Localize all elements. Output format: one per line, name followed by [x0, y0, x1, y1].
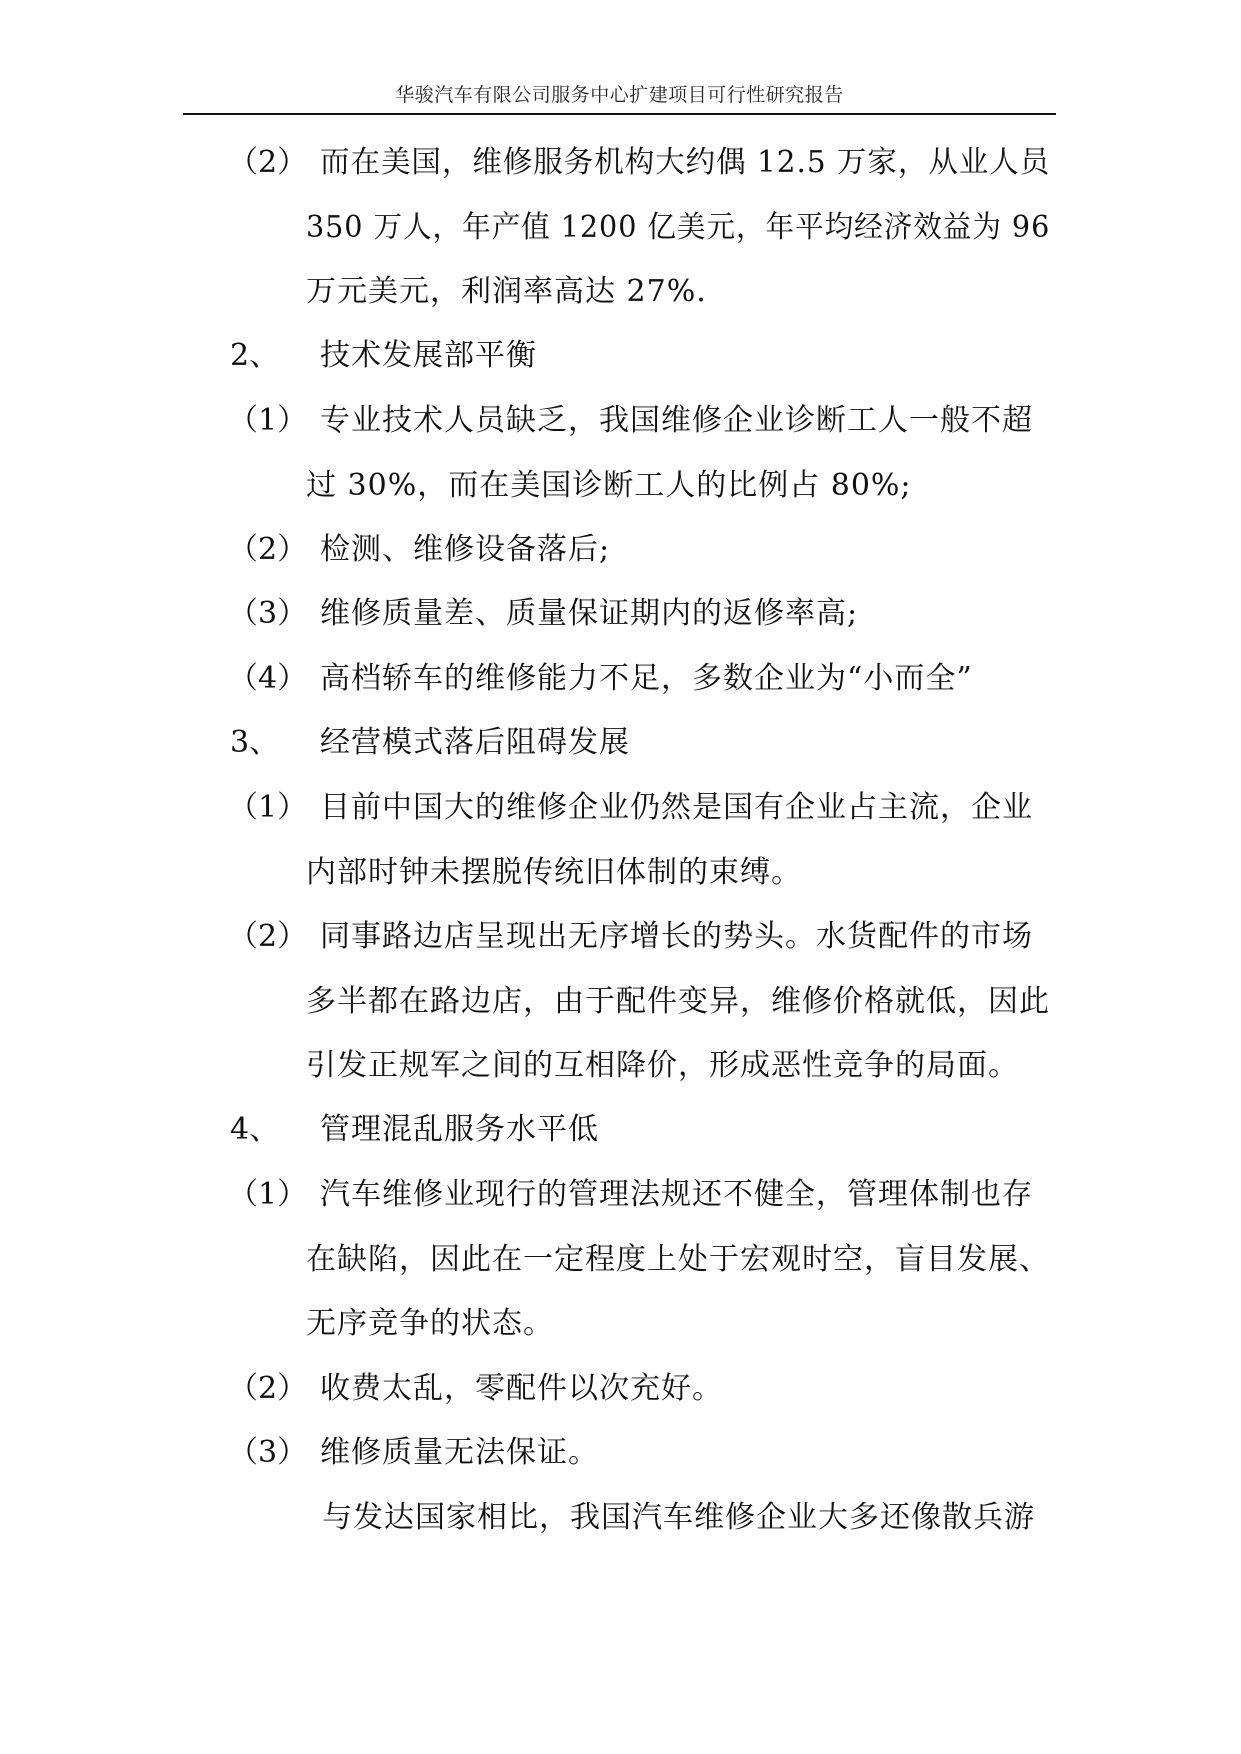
body-line: 专业技术人员缺乏，我国维修企业诊断工人一般不超 — [320, 403, 1033, 438]
body-line: 维修质量无法保证。 — [320, 1435, 599, 1470]
item-label: （3） — [228, 596, 308, 631]
page-header-title: 华骏汽车有限公司服务中心扩建项目可行性研究报告 — [395, 84, 844, 106]
section-heading: 经营模式落后阻碍发展 — [320, 725, 630, 760]
body-line: 350 万人，年产值 1200 亿美元，年平均经济效益为 96 — [306, 210, 1051, 245]
body-line: 高档轿车的维修能力不足，多数企业为“小而全” — [320, 661, 973, 696]
item-label: （2） — [228, 532, 308, 567]
header-divider — [183, 113, 1056, 115]
item-label: （2） — [228, 1371, 308, 1406]
body-line: 在缺陷，因此在一定程度上处于宏观时空，盲目发展、 — [306, 1242, 1050, 1277]
body-line: 同事路边店呈现出无序增长的势头。水货配件的市场 — [320, 919, 1033, 954]
body-line: 汽车维修业现行的管理法规还不健全，管理体制也存 — [320, 1177, 1033, 1212]
body-line: 万元美元，利润率高达 27%. — [306, 274, 707, 309]
item-label: （4） — [228, 661, 308, 696]
item-label: （2） — [228, 919, 308, 954]
body-line: 目前中国大的维修企业仍然是国有企业占主流，企业 — [320, 790, 1033, 825]
section-heading: 管理混乱服务水平低 — [320, 1112, 599, 1147]
body-line: 多半都在路边店，由于配件变异，维修价格就低，因此 — [306, 984, 1050, 1019]
body-line: 收费太乱，零配件以次充好。 — [320, 1371, 723, 1406]
item-label: （2） — [228, 145, 308, 180]
section-number: 4、 — [230, 1112, 280, 1147]
item-label: （1） — [228, 1177, 308, 1212]
item-label: （3） — [228, 1435, 308, 1470]
body-line: 检测、维修设备落后; — [320, 532, 611, 567]
item-label: （1） — [228, 403, 308, 438]
paragraph-line: 与发达国家相比，我国汽车维修企业大多还像散兵游 — [322, 1500, 1035, 1535]
body-line: 过 30%，而在美国诊断工人的比例占 80%; — [306, 468, 912, 503]
body-line: 而在美国，维修服务机构大约偶 12.5 万家，从业人员 — [320, 145, 1051, 180]
section-heading: 技术发展部平衡 — [320, 338, 537, 373]
item-label: （1） — [228, 790, 308, 825]
body-line: 无序竞争的状态。 — [306, 1306, 554, 1341]
body-line: 维修质量差、质量保证期内的返修率高; — [320, 596, 859, 631]
body-line: 内部时钟未摆脱传统旧体制的束缚。 — [306, 855, 802, 890]
section-number: 3、 — [230, 725, 280, 760]
section-number: 2、 — [230, 338, 280, 373]
body-line: 引发正规军之间的互相降价，形成恶性竞争的局面。 — [306, 1048, 1019, 1083]
